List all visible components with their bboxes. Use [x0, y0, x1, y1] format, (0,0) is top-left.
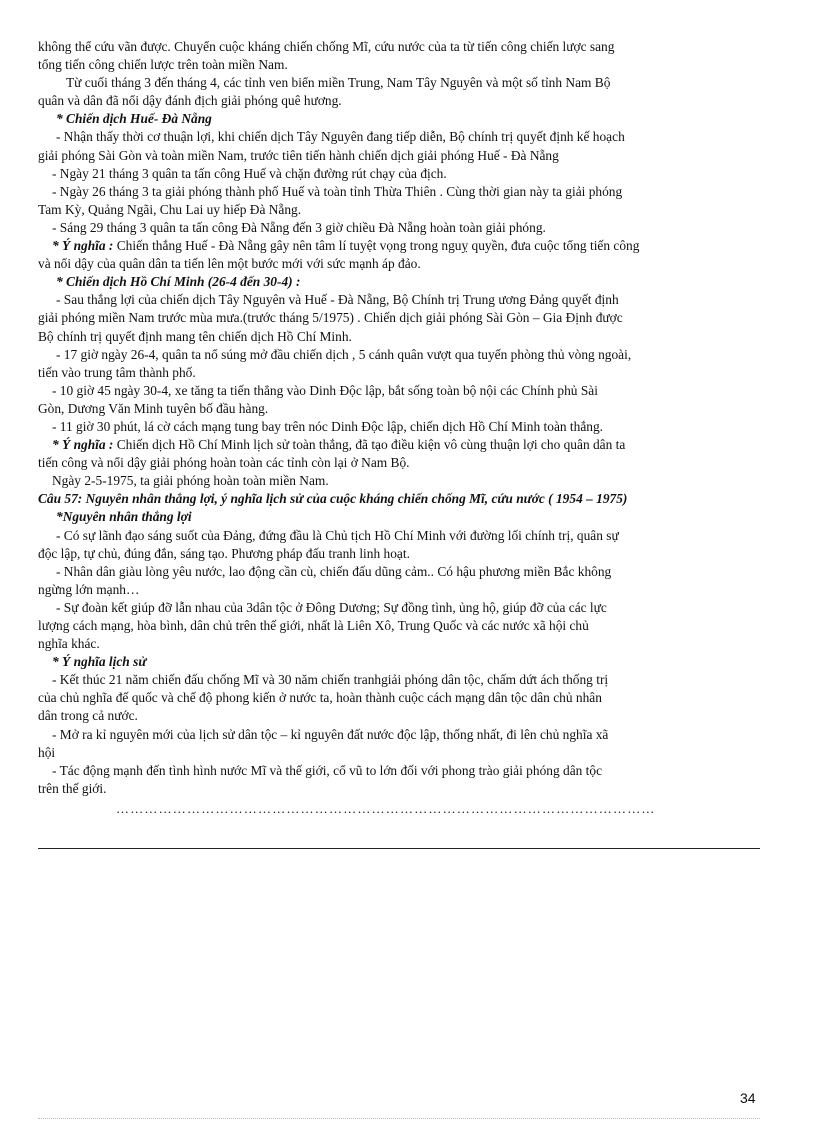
text-line: - Nhân dân giàu lòng yêu nước, lao động cần cù, chiến đấu dũng cảm.. Có hậu phương miền Bắc không [56, 563, 612, 579]
question-heading: Câu 57: Nguyên nhân thắng lợi, ý nghĩa lịch sử của cuộc kháng chiến chống Mĩ, cứu nước ( 1954 – 1975) [38, 491, 628, 507]
horizontal-rule [38, 848, 760, 849]
section-heading: *Nguyên nhân thắng lợi [56, 509, 192, 525]
text-line: độc lập, tự chủ, đúng đắn, sáng tạo. Phương pháp đấu tranh linh hoạt. [38, 545, 410, 561]
text-line: của chủ nghĩa đế quốc và chế độ phong kiến ở nước ta, hoàn thành cuộc cách mạng dân tộc dân chủ nhân [38, 690, 602, 706]
text-line [38, 237, 758, 255]
text-line: - Nhận thấy thời cơ thuận lợi, khi chiến dịch Tây Nguyên đang tiếp diễn, Bộ chính trị quyết định kế hoạch [56, 129, 625, 145]
text-line: - 17 giờ ngày 26-4, quân ta nổ súng mở đầu chiến dịch , 5 cánh quân vượt qua tuyến phòng thủ vòng ngoài, [56, 346, 632, 362]
text-line: tiến công và nổi dậy giải phóng hoàn toàn các tỉnh còn lại ở Nam Bộ. [38, 455, 410, 471]
text-line: - Có sự lãnh đạo sáng suốt của Đảng, đứng đầu là Chủ tịch Hồ Chí Minh với đường lối chính trị, quân sự [56, 527, 619, 543]
text-line: - Sau thắng lợi của chiến dịch Tây Nguyên và Huế - Đà Nẵng, Bộ Chính trị Trung ương Đảng quyết định [56, 292, 619, 308]
text-line: - Ngày 21 tháng 3 quân ta tấn công Huế và chặn đường rút chạy của địch. [52, 165, 447, 181]
section-heading: * Chiến dịch Huế- Đà Nẵng [56, 111, 212, 127]
text-line: hội [38, 744, 56, 760]
text-line: lượng cách mạng, hòa bình, dân chủ trên thế giới, nhất là Liên Xô, Trung Quốc và các nước xã hội chủ [38, 618, 589, 633]
text-line: - 11 giờ 30 phút, lá cờ cách mạng tung bay trên nóc Dinh Độc lập, chiến dịch Hồ Chí Minh toàn thắng. [52, 418, 604, 434]
text-line: - Kết thúc 21 năm chiến đấu chống Mĩ và 30 năm chiến tranhgiải phóng dân tộc, chấm dứt ách thống trị [52, 672, 609, 688]
text-line: dân trong cả nước. [38, 708, 138, 724]
text-line: Gòn, Dương Văn Minh tuyên bố đầu hàng. [38, 400, 269, 416]
text-line: - Tác động mạnh đến tình hình nước Mĩ và thế giới, cổ vũ to lớn đối với phong trào giải phóng dân tộc [52, 762, 603, 778]
text-line: Từ cuối tháng 3 đến tháng 4, các tỉnh ven biển miền Trung, Nam Tây Nguyên và một số tỉnh Nam Bộ [66, 75, 611, 91]
text-line: tổng tiến công chiến lược trên toàn miền Nam. [38, 57, 288, 73]
text-line: không thể cứu vãn được. Chuyển cuộc kháng chiến chống Mĩ, cứu nước của ta từ tiến công chiến lược sang [38, 39, 615, 54]
text-line: Ngày 2-5-1975, ta giải phóng hoàn toàn miền Nam. [52, 473, 329, 489]
text-line: Tam Kỳ, Quảng Ngãi, Chu Lai uy hiếp Đà Nẵng. [38, 201, 302, 217]
dotted-separator: …………………………………………………………………………………………………… [116, 800, 656, 816]
meaning-label: * Ý nghĩa : [52, 437, 114, 453]
text-line: - Sự đoàn kết giúp đỡ lẫn nhau của 3dân tộc ở Đông Dương; Sự đồng tình, ủng hộ, giúp đỡ của các lực [56, 599, 607, 615]
section-heading: * Chiến dịch Hồ Chí Minh (26-4 đến 30-4) : [56, 274, 301, 290]
section-heading: * Ý nghĩa lịch sử [52, 654, 147, 670]
text-line: nghĩa khác. [38, 636, 100, 652]
text-line: - Mở ra kỉ nguyên mới của lịch sử dân tộc – kỉ nguyên đất nước độc lập, thống nhất, đi lên chủ nghĩa xã [52, 726, 609, 742]
text-line: quân và dân đã nổi dậy đánh địch giải phóng quê hương. [38, 93, 342, 109]
meaning-text: Chiến dịch Hồ Chí Minh lịch sử toàn thắng, đã tạo điều kiện vô cùng thuận lợi cho quân dân ta [116, 437, 626, 453]
text-line [38, 436, 758, 454]
text-line: trên thế giới. [38, 780, 107, 796]
page-number: 34 [740, 1090, 756, 1106]
meaning-label: * Ý nghĩa : [52, 238, 114, 254]
text-line: và nổi dậy của quân dân ta tiến lên một bước mới với sức mạnh áp đảo. [38, 256, 421, 272]
page-footer-divider [38, 1118, 760, 1119]
text-line: - Ngày 26 tháng 3 ta giải phóng thành phố Huế và toàn tỉnh Thừa Thiên . Cùng thời gian này ta giải phóng [52, 183, 623, 199]
text-line: Bộ chính trị quyết định mang tên chiến dịch Hồ Chí Minh. [38, 328, 352, 344]
text-line: - Sáng 29 tháng 3 quân ta tấn công Đà Nẵng đến 3 giờ chiều Đà Nẵng hoàn toàn giải phóng. [52, 219, 546, 235]
text-line: tiến vào trung tâm thành phố. [38, 364, 196, 380]
text-line: ngừng lớn mạnh… [38, 581, 140, 597]
meaning-text: Chiến thắng Huế - Đà Nẵng gây nên tâm lí tuyệt vọng trong nguỵ quyền, đưa cuộc tổng tiến công [116, 238, 640, 254]
document-body [38, 38, 758, 818]
text-line: - 10 giờ 45 ngày 30-4, xe tăng ta tiến thẳng vào Dinh Độc lập, bắt sống toàn bộ nội các Chính phủ Sài [52, 382, 598, 398]
text-line: giải phóng miền Nam trước mùa mưa.(trước tháng 5/1975) . Chiến dịch giải phóng Sài Gòn – Gia Định được [38, 310, 623, 326]
text-line: giải phóng Sài Gòn và toàn miền Nam, trước tiên tiến hành chiến dịch giải phóng Huế - Đà Nẵng [38, 147, 559, 163]
